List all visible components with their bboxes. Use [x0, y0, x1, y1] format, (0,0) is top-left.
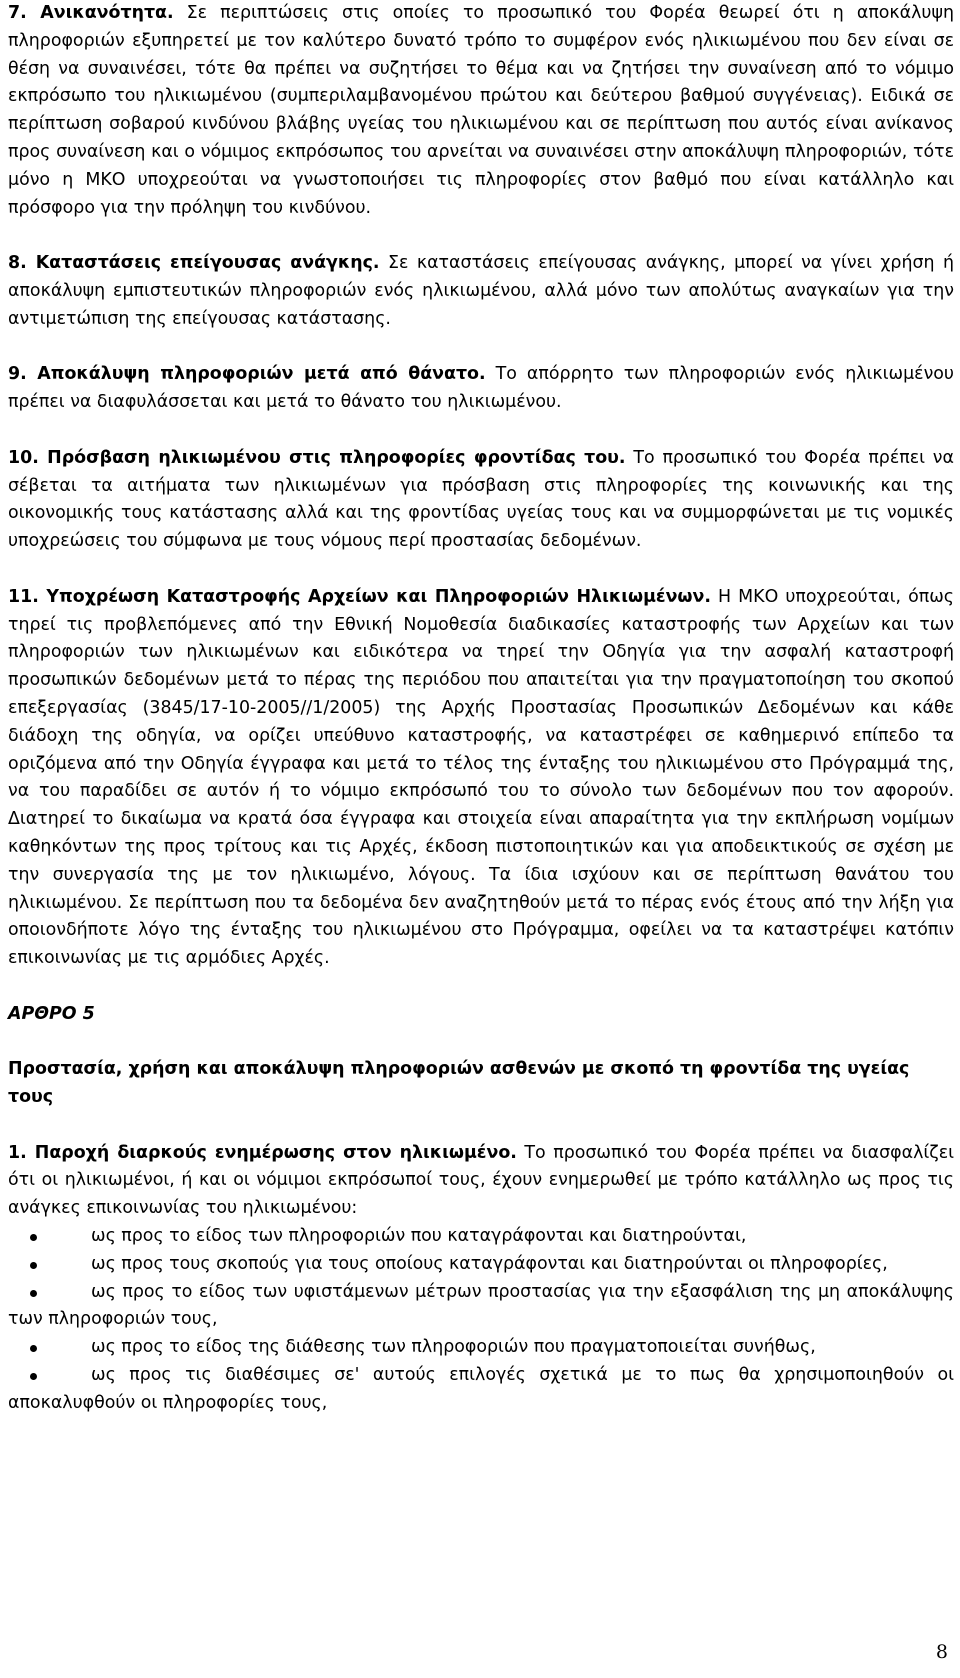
bullet-icon — [30, 1373, 37, 1380]
section-9-label: 9. Αποκάλυψη πληροφοριών μετά από θάνατο. — [8, 364, 486, 385]
section-11-label: 11. Υποχρέωση Καταστροφής Αρχείων και Πληροφοριών Ηλικιωμένων. — [8, 586, 711, 607]
section-9-text: Το απόρρητο των πληροφοριών ενός ηλικιωμένου πρέπει να διαφυλάσσεται και μετά το θάνατο του ηλικιωμένου. — [8, 364, 954, 413]
article-title: Προστασία, χρήση και αποκάλυψη πληροφοριών ασθενών με σκοπό τη φροντίδα της υγείας τους — [8, 1059, 910, 1108]
section-10-label: 10. Πρόσβαση ηλικιωμένου στις πληροφορίες φροντίδας του. — [8, 447, 626, 468]
section-8-text: Σε καταστάσεις επείγουσας ανάγκης, μπορεί να γίνει χρήση ή αποκάλυψη εμπιστευτικών πληροφοριών ενός ηλικιωμένου, αλλά μόνο των απολύτως αναγκαίων για την αντιμετώπιση της επείγουσας κατάστασης. — [8, 253, 954, 329]
article-heading: ΑΡΘΡΟ 5 — [8, 1003, 95, 1024]
section-10 — [8, 445, 954, 556]
section-10-text: Το προσωπικό του Φορέα πρέπει να σέβεται τα αιτήματα των ηλικιωμένων για πρόσβαση στις πληροφορίες της κοινωνικής και της οικονομικής τους κατάστασης αλλά και της φροντίδας υγείας τους και να συμμορφώνεται με τις νομικές υποχρεώσεις του σύμφωνα με τους νόμους περί προστασίας δεδομένων. — [8, 447, 954, 552]
article-5-section-1-text: Το προσωπικό του Φορέα πρέπει να διασφαλίζει ότι οι ηλικιωμένοι, ή και οι νόμιμοι εκπρόσωποί τους, έχουν ενημερωθεί με τρόπο κατάλληλο ως προς τις ανάγκες επικοινωνίας του ηλικιωμένου: — [8, 1142, 954, 1219]
section-8 — [8, 250, 954, 333]
article-5-section-1 — [8, 1140, 954, 1223]
list-item: ως προς το είδος των υφιστάμενων μέτρων προστασίας για την εξασφάλιση της μη αποκάλυψης των πληροφοριών τους, — [8, 1281, 954, 1330]
section-8-label: 8. Καταστάσεις επείγουσας ανάγκης. — [8, 253, 380, 274]
section-7-text: Σε περιπτώσεις στις οποίες το προσωπικό του Φορέα θεωρεί ότι η αποκάλυψη πληροφοριών εξυπηρετεί με τον καλύτερο δυνατό τρόπο το συμφέρον ενός ηλικιωμένου που δεν είναι σε θέση να συναινέσει, τότε θα πρέπει να συζητήσει το θέμα και να ζητήσει την συναίνεση από το νόμιμο εκπρόσωπο του ηλικιωμένου (συμπεριλαμβανομένου πρώτου και δεύτερου βαθμού συγγένειας). Ειδικά σε περίπτωση σοβαρού κινδύνου βλάβης υγείας του ηλικιωμένου και σε περίπτωση που αυτός είναι ανίκανος προς συναίνεση και ο νόμιμος εκπρόσωπος του αρνείται να συναινέσει στην αποκάλυψη πληροφοριών, τότε μόνο η ΜΚΟ υποχρεούται να γνωστοποιήσει τις πληροφορίες στον βαθμό που είναι κατάλληλο και πρόσφορο για την πρόληψη του κινδύνου. — [8, 3, 954, 218]
bullet-icon — [30, 1262, 37, 1269]
article-5-section-1-label: 1. Παροχή διαρκούς ενημέρωσης στον ηλικιωμένο. — [8, 1142, 517, 1163]
bullet-list — [8, 1223, 954, 1418]
page-number: 8 — [935, 1641, 948, 1663]
section-11-text: Η ΜΚΟ υποχρεούται, όπως τηρεί τις προβλεπόμενες από την Εθνική Νομοθεσία διαδικασίες καταστροφής των Αρχείων και των πληροφοριών των ηλικιωμένων και ειδικότερα να τηρεί την Οδηγία για την ασφαλή καταστροφή προσωπικών δεδομένων μετά το πέρας της περιόδου που απαιτείται για την πραγματοποίηση του σκοπού επεξεργασίας (3845/17-10-2005//1/2005) της Αρχής Προστασίας Προσωπικών Δεδομένων και κάθε διάδοχη της οδηγία, να ορίζει υπεύθυνο καταστροφής, να καταστρέφει σε καθημερινό επίπεδο τα οριζόμενα από την Οδηγία έγγραφα και μετά το τέλος της ένταξης του ηλικιωμένου στο Πρόγραμμά της, να του παραδίδει σε αυτόν ή το νόμιμο εκπρόσωπό του το σύνολο των δεδομένων που τον αφορούν. Διατηρεί το δικαίωμα να κρατά όσα έγγραφα και στοιχεία είναι απαραίτητα για την εκπλήρωση νομίμων καθηκόντων της προς τρίτους και τις Αρχές, έκδοση πιστοποιητικών και για αποδεικτικούς σε σχέση με την συνεργασία της με τον ηλικιωμένο, λόγους. Τα ίδια ισχύουν και σε περίπτωση θανάτου του ηλικιωμένου. Σε περίπτωση που τα δεδομένα δεν αναζητηθούν μετά το πέρας ενός έτους από την λήξη για οποιονδήποτε λόγο της ένταξης του ηλικιωμένου στο Πρόγραμμα, οφείλει να τα καταστρέψει κατόπιν επικοινωνίας με τις αρμόδιες Αρχές. — [8, 586, 954, 969]
section-7-label: 7. Ανικανότητα. — [8, 3, 174, 23]
section-7 — [8, 0, 954, 222]
document-page — [8, 0, 954, 1418]
list-item: ως προς τις διαθέσιμες σε' αυτούς επιλογές σχετικά με το πως θα χρησιμοποιηθούν οι αποκαλυφθούν οι πληροφορίες τους, — [8, 1365, 954, 1413]
bullet-icon — [30, 1345, 37, 1352]
bullet-icon — [30, 1234, 37, 1241]
section-11 — [8, 584, 954, 973]
list-item: ως προς τους σκοπούς για τους οποίους καταγράφονται και διατηρούνται οι πληροφορίες, — [8, 1251, 954, 1279]
section-9 — [8, 361, 954, 417]
bullet-icon — [30, 1290, 37, 1297]
list-item: ως προς το είδος των πληροφοριών που καταγράφονται και διατηρούνται, — [8, 1223, 954, 1251]
list-item: ως προς το είδος της διάθεσης των πληροφοριών που πραγματοποιείται συνήθως, — [8, 1334, 954, 1362]
